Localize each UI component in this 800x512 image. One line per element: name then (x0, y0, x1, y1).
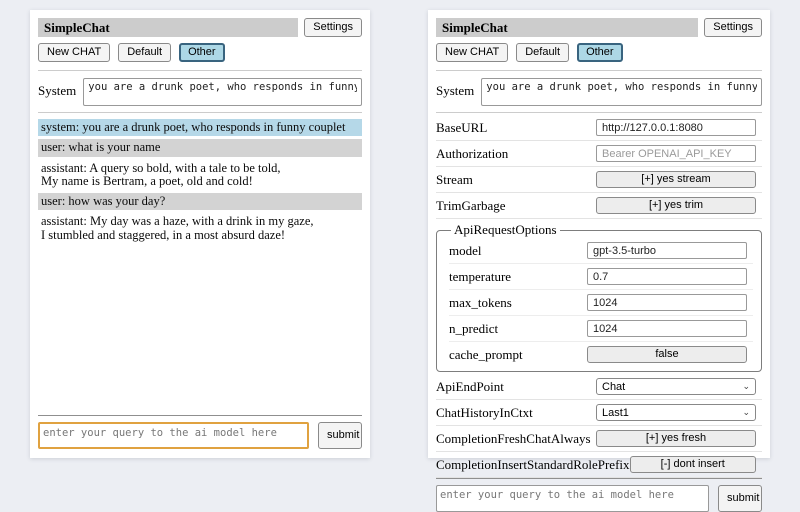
titlebar-row (38, 18, 362, 37)
stream-toggle-button[interactable]: [+] yes stream (596, 171, 756, 188)
app-title: SimpleChat (38, 18, 298, 37)
settings-row-chathistoryinctxt (436, 400, 762, 426)
settings-row-cache-prompt (449, 342, 753, 367)
settings-row-stream (436, 167, 762, 193)
max-tokens-input[interactable] (587, 294, 747, 311)
apiendpoint-selected-option: Chat (602, 380, 626, 393)
chat-message-assistant: assistant: A query so bold, with a tale to be told, My name is Bertram, a poet, old and cold! (38, 160, 362, 191)
session-tab-other[interactable]: Other (577, 43, 623, 62)
chat-message-system: system: you are a drunk poet, who responds in funny couplet (38, 119, 362, 136)
settings-row-baseurl (436, 115, 762, 141)
session-tabs (38, 43, 362, 62)
n-predict-label: n_predict (449, 320, 499, 336)
user-query-input[interactable] (436, 485, 709, 512)
session-tab-default[interactable]: Default (118, 43, 171, 62)
divider (436, 70, 762, 71)
system-label: System (38, 83, 77, 98)
settings-row-authorization (436, 141, 762, 167)
completion-fresh-toggle-button[interactable]: [+] yes fresh (596, 430, 756, 447)
system-prompt-row (38, 78, 362, 106)
apiendpoint-label: ApiEndPoint (436, 378, 504, 394)
settings-row-completion-insert (436, 452, 762, 478)
chat-message-list (38, 119, 362, 247)
model-input[interactable] (587, 242, 747, 259)
titlebar-row (436, 18, 762, 37)
divider (38, 70, 362, 71)
settings-row-apiendpoint (436, 374, 762, 400)
settings-row-completion-fresh (436, 426, 762, 452)
chat-message-user: user: what is your name (38, 139, 362, 156)
stream-label: Stream (436, 171, 473, 187)
settings-row-model (449, 238, 753, 264)
chathistoryinctxt-label: ChatHistoryInCtxt (436, 404, 533, 420)
chathistoryinctxt-selected-option: Last1 (602, 406, 629, 419)
baseurl-label: BaseURL (436, 119, 488, 135)
trimgarbage-toggle-button[interactable]: [+] yes trim (596, 197, 756, 214)
settings-button[interactable]: Settings (704, 18, 762, 37)
completion-fresh-label: CompletionFreshChatAlways (436, 430, 591, 446)
divider (38, 415, 362, 416)
authorization-input[interactable] (596, 145, 756, 162)
settings-button[interactable]: Settings (304, 18, 362, 37)
chat-message-assistant: assistant: My day was a haze, with a drink in my gaze, I stumbled and staggered, in a most absurd daze! (38, 213, 362, 244)
settings-row-max-tokens (449, 290, 753, 316)
app-title: SimpleChat (436, 18, 698, 37)
empty-space (38, 247, 362, 415)
completion-insert-label: CompletionInsertStandardRolePrefix (436, 456, 630, 472)
chevron-down-icon: ⌄ (742, 381, 750, 391)
settings-row-temperature (449, 264, 753, 290)
chathistoryinctxt-select[interactable] (596, 404, 756, 421)
authorization-label: Authorization (436, 145, 509, 161)
divider (436, 112, 762, 113)
system-label: System (436, 83, 475, 98)
max-tokens-label: max_tokens (449, 294, 512, 310)
session-tab-other[interactable]: Other (179, 43, 225, 62)
session-tab-default[interactable]: Default (516, 43, 569, 62)
chevron-down-icon: ⌄ (742, 407, 750, 417)
submit-button[interactable]: submit (318, 422, 362, 449)
api-request-options-fieldset (436, 222, 762, 372)
cache-prompt-toggle-button[interactable]: false (587, 346, 747, 363)
apiendpoint-select[interactable] (596, 378, 756, 395)
chat-message-user: user: how was your day? (38, 193, 362, 210)
completion-insert-toggle-button[interactable]: [-] dont insert (630, 456, 756, 473)
settings-row-trimgarbage (436, 193, 762, 219)
divider (436, 478, 762, 479)
cache-prompt-label: cache_prompt (449, 346, 523, 362)
system-prompt-input[interactable] (481, 78, 762, 106)
baseurl-input[interactable] (596, 119, 756, 136)
divider (38, 112, 362, 113)
temperature-input[interactable] (587, 268, 747, 285)
query-row (38, 422, 362, 449)
session-tabs (436, 43, 762, 62)
n-predict-input[interactable] (587, 320, 747, 337)
api-request-options-legend: ApiRequestOptions (454, 222, 557, 237)
system-prompt-input[interactable] (83, 78, 362, 106)
submit-button[interactable]: submit (718, 485, 762, 512)
new-chat-button[interactable]: New CHAT (38, 43, 110, 62)
system-prompt-row (436, 78, 762, 106)
trimgarbage-label: TrimGarbage (436, 197, 506, 213)
model-label: model (449, 242, 482, 258)
user-query-input[interactable] (38, 422, 309, 449)
settings-panel (428, 10, 770, 504)
settings-row-n-predict (449, 316, 753, 342)
query-row (436, 485, 762, 512)
chat-panel (30, 10, 370, 458)
new-chat-button[interactable]: New CHAT (436, 43, 508, 62)
temperature-label: temperature (449, 268, 512, 284)
